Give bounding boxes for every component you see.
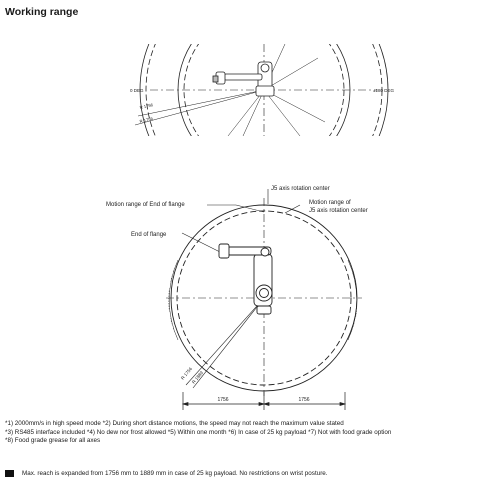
footnote-line: *1) 2000mm/s in high speed mode *2) During short distance motions, the speed may not reach the maximum value stated [5,420,344,427]
dim-right-label: 1756 [298,397,310,403]
top-view [130,0,394,214]
legend-text: Max. reach is expanded from 1756 mm to 1889 mm in case of 25 kg payload. No restrictions on wrist posture. [22,470,328,477]
radius-1756-label: R 1756 [179,366,194,381]
top-radius-label-2: R 1756 [139,115,154,124]
footnote-line: *3) RS485 interface included *4) No dew nor frost allowed *5) Within one month *6) In case of 25 kg payload *7) Not with food grade option [5,428,392,436]
top-radius-label-1: R 1756 [139,102,154,110]
j5-range-label-line1: Motion range of [309,200,351,206]
flange-range-label: Motion range of End of flange [106,202,185,208]
dimension-line [183,392,345,410]
floor-view [106,186,368,410]
robot-top-view [219,244,272,314]
legend [5,470,328,477]
footnote-line: *8) Food grade grease for all axes [5,437,101,445]
j5-center-label: J5 axis rotation center [271,186,330,192]
footnotes [5,420,391,446]
dim-left-label: 1756 [217,397,229,403]
section-title: Working range [5,6,79,18]
j5-range-label-line2: J5 axis rotation center [309,208,368,214]
end-flange-label: End of flange [131,232,167,238]
angle-left-label: 0 DEG [130,88,144,93]
robot-side-view [213,62,274,96]
angle-right-label: ±180 DEG [373,88,394,93]
radius-1889-label: R 1889 [190,370,205,385]
legend-swatch [5,470,14,477]
extended-reach-zone-left-edge [161,250,174,350]
